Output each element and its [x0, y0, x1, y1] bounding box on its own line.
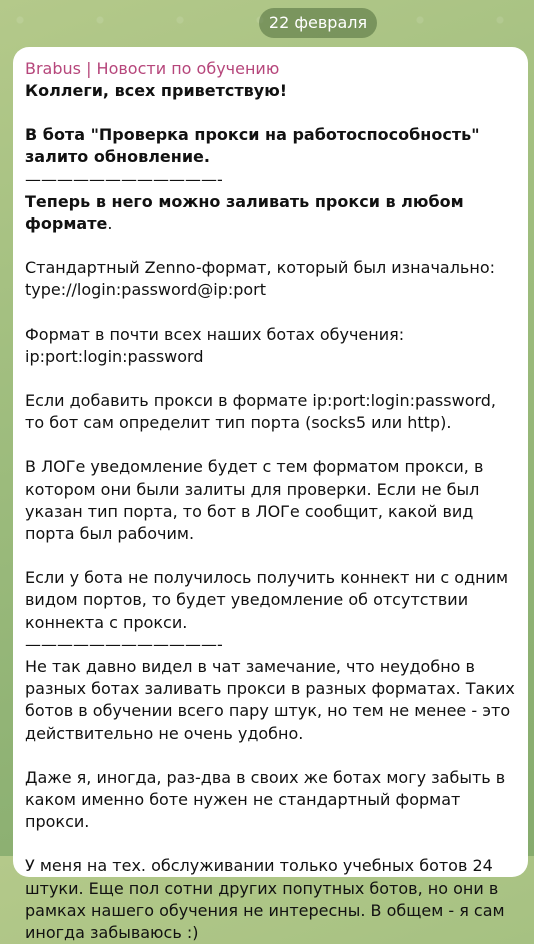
maintenance-paragraph: У меня на тех. обслуживании только учебных ботов 24 штуки. Еще пол сотни других попутных ботов, но они в рамках нашего обучения не интересны. В общем - я сам иногда забываюсь :)	[25, 856, 505, 943]
bots-format-line: Формат в почти всех наших ботах обучения:	[25, 324, 405, 344]
message-bubble[interactable]	[13, 47, 528, 943]
standard-format-line: Стандартный Zenno-формат, который был изначально:	[25, 258, 495, 278]
channel-name[interactable]: Brabus | Новости по обучению	[25, 59, 280, 78]
feedback-paragraph: Не так давно видел в чат замечание, что неудобно в разных ботах заливать прокси в разных форматах. Таких ботов в обучении всего пару штук, но тем не менее - это действительно не очень удобно.	[25, 657, 515, 743]
feature-line	[25, 191, 516, 235]
forget-paragraph: Даже я, иногда, раз-два в своих же ботах могу забыть в каком именно боте нужен не стандартный формат прокси.	[25, 767, 506, 832]
no-connect-paragraph: Если у бота не получилось получить коннект ни с одним видом портов, то будет уведомление об отсутствии коннекта с прокси.	[25, 568, 509, 632]
separator-line-2: ————————————-	[25, 634, 223, 654]
standard-format-example: type://login:password@ip:port	[25, 280, 267, 300]
log-paragraph: В ЛОГе уведомление будет с тем форматом прокси, в котором они были залиты для проверки. Если не был указан тип порта, то бот в ЛОГе сообщит, какой вид порта был рабочим.	[25, 457, 484, 544]
separator-line: ————————————-	[25, 169, 223, 189]
feature-bold-text: Теперь в него можно заливать прокси в любом формате	[25, 191, 464, 234]
message-text	[25, 80, 516, 944]
feature-period: .	[107, 214, 113, 234]
greeting-line: Коллеги, всех приветствую!	[25, 81, 288, 100]
date-separator: 22 февраля	[259, 8, 377, 38]
bots-format-example: ip:port:login:password	[25, 346, 204, 366]
auto-detect-paragraph: Если добавить прокси в формате ip:port:login:password, то бот сам определит тип порта (socks5 или http).	[25, 391, 497, 433]
update-announcement: В бота "Проверка прокси на работоспособность" залито обновление.	[25, 125, 480, 167]
